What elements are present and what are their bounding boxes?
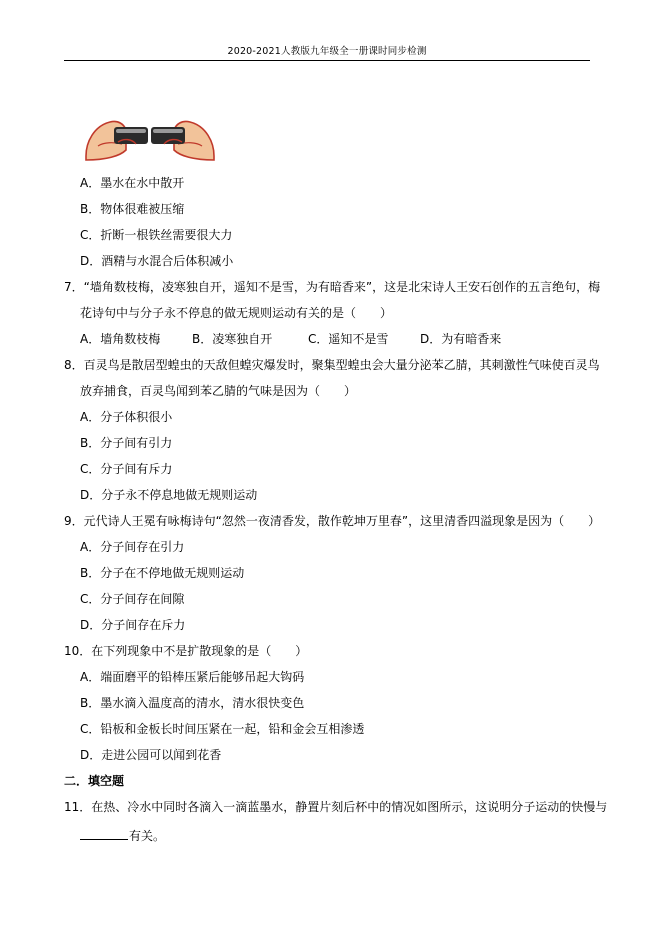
q11-stem-tail: 有关。: [129, 829, 166, 843]
q7-stem-line1: 7．“墙角数枝梅，凌寒独自开，遥知不是雪，为有暗香来”，这是北宋诗人王安石创作的五言绝句，梅: [64, 280, 601, 294]
q9-option-c: C．分子间存在间隙: [80, 592, 185, 606]
q9-option-d: D．分子间存在斥力: [80, 618, 186, 632]
q10-option-c: C．铅板和金板长时间压紧在一起，铅和金会互相渗透: [80, 722, 365, 736]
q8-stem-line1: 8．百灵鸟是散居型蝗虫的天敌但蝗灾爆发时，聚集型蝗虫会大量分泌苯乙腈，其刺激性气味使百灵鸟: [64, 358, 600, 372]
q9-option-b: B．分子在不停地做无规则运动: [80, 566, 245, 580]
q7-option-b: B．凌寒独自开: [192, 332, 273, 346]
q9-option-a: A．分子间存在引力: [80, 540, 185, 554]
q8-option-a: A．分子体积很小: [80, 410, 173, 424]
q6-option-d: D．酒精与水混合后体积减小: [80, 254, 234, 268]
q7-stem-line2: 花诗句中与分子永不停息的做无规则运动有关的是（ ）: [80, 306, 393, 320]
header-divider: [64, 60, 590, 61]
q6-option-a: A．墨水在水中散开: [80, 176, 185, 190]
q6-option-b: B．物体很难被压缩: [80, 202, 185, 216]
q6-option-c: C．折断一根铁丝需要很大力: [80, 228, 233, 242]
q8-option-d: D．分子永不停息地做无规则运动: [80, 488, 258, 502]
q11-stem-line2: [80, 828, 165, 843]
q11-stem-line1: 11．在热、冷水中同时各滴入一滴蓝墨水，静置片刻后杯中的情况如图所示，这说明分子运动的快慢与: [64, 800, 608, 814]
q10-option-a: A．端面磨平的铅棒压紧后能够吊起大钩码: [80, 670, 305, 684]
answer-blank[interactable]: [80, 828, 128, 840]
section-fill-in-title: 二．填空题: [64, 774, 125, 788]
q8-option-b: B．分子间有引力: [80, 436, 173, 450]
q7-option-c: C．遥知不是雪: [308, 332, 389, 346]
q10-option-d: D．走进公园可以闻到花香: [80, 748, 222, 762]
q9-stem-line1: 9．元代诗人王冕有咏梅诗句“忽然一夜清香发，散作乾坤万里春”，这里清香四溢现象是因为（ ）: [64, 514, 601, 528]
q10-option-b: B．墨水滴入温度高的清水，清水很快变色: [80, 696, 305, 710]
q8-stem-line2: 放弃捕食，百灵鸟闻到苯乙腈的气味是因为（ ）: [80, 384, 357, 398]
q10-stem-line1: 10．在下列现象中不是扩散现象的是（ ）: [64, 644, 308, 658]
q7-option-d: D．为有暗香来: [420, 332, 502, 346]
page-header: 2020-2021人教版九年级全一册课时同步检测: [227, 46, 427, 57]
q7-option-a: A．墙角数枝梅: [80, 332, 161, 346]
hands-pressing-lead-cylinders-image: [84, 112, 216, 162]
q8-option-c: C．分子间有斥力: [80, 462, 173, 476]
